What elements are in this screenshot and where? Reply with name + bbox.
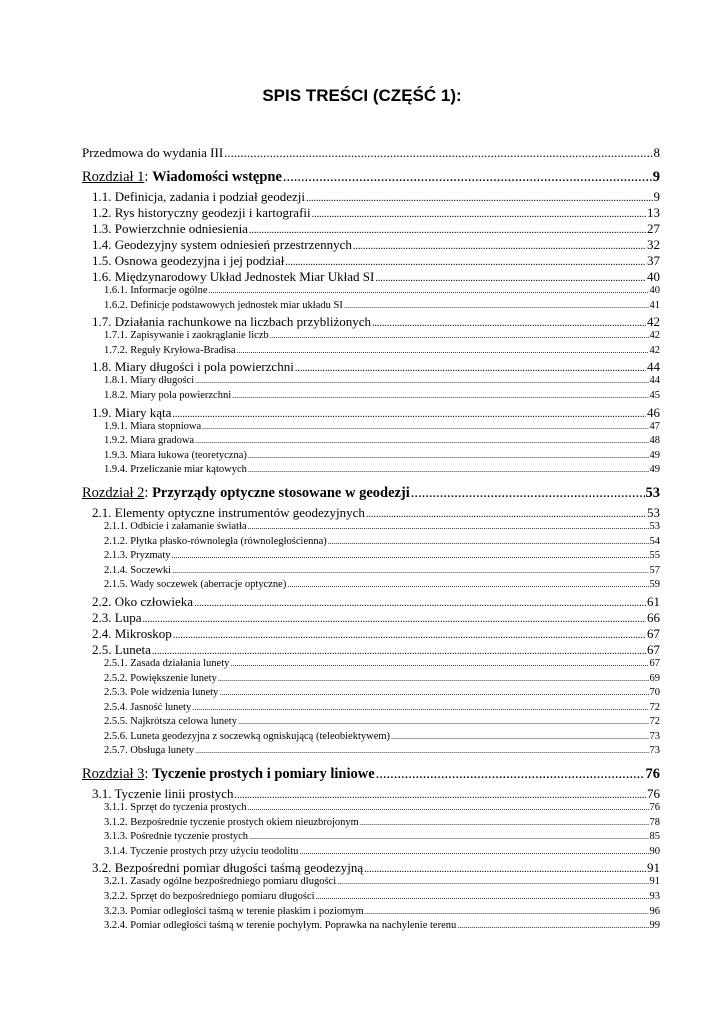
dot-leader	[142, 614, 646, 625]
dot-leader	[209, 286, 649, 295]
toc-chapter-heading	[82, 766, 660, 786]
toc-entry-page: 70	[649, 687, 660, 699]
toc-entry-page: 61	[647, 593, 660, 609]
toc-entry-page: 73	[649, 730, 660, 742]
toc-subsection-entry	[82, 435, 660, 450]
toc-entry-label: 1.7.1. Zapisywanie i zaokrąglanie liczb	[104, 330, 269, 342]
toc-entry-label: 3.2.2. Sprzęt do bezpośredniego pomiaru długości	[104, 891, 315, 903]
dot-leader	[248, 465, 649, 474]
toc-entry-label: 2.1.3. Pryzmaty	[104, 550, 171, 562]
dot-leader	[248, 803, 649, 812]
toc-entry-page: 91	[647, 860, 660, 876]
dot-leader	[249, 832, 648, 841]
toc-entry-page: 53	[647, 504, 660, 520]
toc-entry-label: 2.3. Lupa	[92, 609, 142, 625]
toc-entry-page: 93	[649, 891, 660, 903]
dot-leader	[285, 257, 646, 268]
toc-entry-page: 54	[649, 535, 660, 547]
toc-entry-page: 13	[647, 205, 660, 220]
toc-entry-label: 3.2. Bezpośredni pomiar długości taśmą geodezyjną	[92, 860, 364, 876]
toc-entry-label: 1.9.2. Miara gradowa	[104, 435, 195, 447]
toc-entry-page: 53	[649, 520, 660, 532]
toc-entry-page: 46	[647, 404, 660, 420]
toc-subsection-entry	[82, 579, 660, 594]
toc-entry-label: 2.5.5. Najkrótsza celowa lunety	[104, 716, 237, 728]
toc-subsection-entry	[82, 673, 660, 688]
toc-section-entry	[82, 269, 660, 285]
toc-entry-label: 2.1.5. Wady soczewek (aberracje optyczne)	[104, 579, 287, 591]
toc-entry-label: 2.2. Oko człowieka	[92, 593, 194, 609]
toc-entry-page: 78	[649, 816, 660, 828]
toc-entry-page: 9	[653, 189, 660, 204]
toc-entry-page: 42	[649, 344, 660, 356]
toc-subsection-entry	[82, 745, 660, 760]
toc-entry-page: 41	[649, 299, 660, 311]
chapter-label	[82, 169, 282, 186]
toc-subsection-entry	[82, 876, 660, 891]
dot-leader	[172, 566, 648, 575]
toc-entry-page: 49	[649, 449, 660, 461]
dot-leader	[376, 766, 645, 783]
toc-subsection-entry	[82, 300, 660, 315]
toc-section-entry	[82, 359, 660, 375]
toc-entry-label: 1.6.2. Definicje podstawowych jednostek miar układu SI	[104, 299, 343, 311]
dot-leader	[316, 892, 649, 901]
dot-leader	[360, 818, 649, 827]
chapter-label	[82, 766, 375, 783]
chapter-colon: :	[144, 766, 153, 783]
toc-entry-label: 1.8.1. Miary długości	[104, 375, 195, 387]
toc-entry-page: 32	[647, 237, 660, 252]
dot-leader	[287, 580, 648, 589]
toc-entry-page: 90	[649, 845, 660, 857]
dot-leader	[232, 391, 648, 400]
dot-leader	[192, 703, 648, 712]
toc-entry-page: 40	[649, 285, 660, 296]
toc-entry-label: 1.9.1. Miara stopniowa	[104, 420, 202, 432]
toc-subsection-entry	[82, 345, 660, 360]
toc-entry-page: 91	[649, 876, 660, 888]
toc-subsection-entry	[82, 536, 660, 551]
toc-subsection-entry	[82, 658, 660, 673]
dot-leader	[365, 907, 649, 916]
chapter-label	[82, 485, 410, 502]
toc-section-entry	[82, 626, 660, 642]
toc-subsection-entry	[82, 450, 660, 465]
toc-entry-label: 3.2.3. Pomiar odległości taśmą w terenie płaskim i poziomym	[104, 905, 364, 917]
toc-subsection-entry	[82, 731, 660, 746]
dot-leader	[152, 646, 646, 657]
dot-leader	[328, 537, 649, 546]
toc-subsection-entry	[82, 920, 660, 935]
dot-leader	[312, 209, 646, 220]
chapter-prefix: Rozdział 1	[82, 169, 145, 185]
dot-leader	[218, 674, 649, 683]
toc-entry-page: 42	[647, 314, 660, 330]
chapter-prefix: Rozdział 3	[82, 766, 145, 783]
dot-leader	[364, 864, 646, 875]
toc-entry-page: 85	[649, 831, 660, 843]
toc-entry-page: 55	[649, 550, 660, 562]
toc-entry-label: 3.2.1. Zasady ogólne bezpośredniego pomiaru długości	[104, 876, 337, 888]
dot-leader	[366, 509, 646, 520]
chapter-title: Wiadomości wstępne	[152, 169, 282, 185]
toc-subsection-entry	[82, 421, 660, 436]
toc-entry-label: 1.8. Miary długości i pola powierzchni	[92, 359, 294, 375]
toc-entry-label: 3.1.1. Sprzęt do tyczenia prostych	[104, 802, 247, 814]
dot-leader	[375, 273, 646, 284]
toc-subsection-entry	[82, 550, 660, 565]
dot-leader	[219, 688, 648, 697]
toc-entry-page: 45	[649, 389, 660, 401]
toc-section-entry	[82, 205, 660, 221]
toc-entry-label: 1.4. Geodezyjny system odniesień przestrzennych	[92, 237, 352, 252]
toc-entry-label: 2.4. Mikroskop	[92, 625, 172, 641]
toc-entry-label: 1.6.1. Informacje ogólne	[104, 285, 208, 296]
dot-leader	[238, 717, 649, 726]
dot-leader	[270, 331, 649, 340]
toc-subsection-entry	[82, 521, 660, 536]
toc-entry-label: 3.1.4. Tyczenie prostych przy użyciu teodolitu	[104, 845, 299, 857]
dot-leader	[391, 732, 648, 741]
toc-entry-page: 37	[647, 253, 660, 268]
toc-entry-label: 1.7. Działania rachunkowe na liczbach przybliżonych	[92, 314, 372, 330]
dot-leader	[299, 847, 648, 856]
toc-entry-label: 1.3. Powierzchnie odniesienia	[92, 221, 248, 236]
dot-leader	[411, 485, 645, 502]
toc-entry-label: 3.1.3. Pośrednie tyczenie prostych	[104, 831, 249, 843]
toc-subsection-entry	[82, 802, 660, 817]
dot-leader	[172, 409, 646, 420]
toc-subsection-entry	[82, 285, 660, 300]
toc-entry-page: 48	[649, 435, 660, 447]
toc-subsection-entry	[82, 375, 660, 390]
dot-leader	[248, 451, 649, 460]
toc-entry-label: 1.9. Miary kąta	[92, 404, 172, 420]
toc-entry-label: 1.8.2. Miary pola powierzchni	[104, 389, 232, 401]
dot-leader	[295, 363, 646, 374]
toc-subsection-entry	[82, 687, 660, 702]
toc-entry-page: 99	[649, 920, 660, 932]
toc-section-entry	[82, 642, 660, 658]
chapter-prefix: Rozdział 2	[82, 484, 145, 501]
toc-entry-label: 2.5.2. Powiększenie lunety	[104, 672, 217, 684]
toc-entry-label: 2.5.3. Pole widzenia lunety	[104, 687, 219, 699]
toc-entry-label: 3.1. Tyczenie linii prostych	[92, 786, 234, 802]
toc-entry-page: 72	[649, 701, 660, 713]
table-of-contents	[82, 145, 660, 935]
toc-entry-page: 44	[647, 359, 660, 375]
dot-leader	[344, 301, 649, 310]
toc-entry-page: 47	[649, 420, 660, 432]
toc-subsection-entry	[82, 390, 660, 405]
toc-chapter-heading	[82, 485, 660, 505]
chapters-list	[82, 169, 660, 935]
toc-entry-page: 76	[647, 786, 660, 802]
dot-leader	[306, 193, 653, 204]
toc-entry-label: 1.9.4. Przeliczanie miar kątowych	[104, 464, 247, 476]
toc-section-entry	[82, 786, 660, 802]
toc-entry-page: 44	[649, 375, 660, 387]
toc-section-entry	[82, 237, 660, 253]
toc-entry-label: 2.5.4. Jasność lunety	[104, 701, 192, 713]
toc-subsection-entry	[82, 565, 660, 580]
dot-leader	[457, 921, 648, 930]
chapter-colon: :	[144, 484, 153, 501]
toc-section-entry	[82, 610, 660, 626]
dot-leader	[248, 522, 649, 531]
chapter-page: 9	[652, 169, 660, 185]
page-title: SPIS TREŚCI (CZĘŚĆ 1):	[262, 86, 462, 105]
toc-subsection-entry	[82, 702, 660, 717]
toc-entry-page: 66	[647, 609, 660, 625]
toc-subsection-entry	[82, 817, 660, 832]
toc-entry-page: 73	[649, 745, 660, 757]
toc-entry-page: 72	[649, 716, 660, 728]
dot-leader	[372, 318, 646, 329]
toc-entry-label: 2.1. Elementy optyczne instrumentów geodezyjnych	[92, 504, 365, 520]
toc-entry-label: 1.7.2. Reguły Kryłowa-Bradisa	[104, 344, 236, 356]
toc-entry-label: 2.1.1. Odbicie i załamanie światła	[104, 520, 247, 532]
toc-section-entry	[82, 189, 660, 205]
toc-subsection-entry	[82, 846, 660, 861]
dot-leader	[353, 241, 646, 252]
chapter-title: Przyrządy optyczne stosowane w geodezji	[152, 484, 410, 501]
chapter-page: 76	[645, 766, 660, 783]
toc-entry-label: 3.2.4. Pomiar odległości taśmą w terenie pochyłym. Poprawka na nachylenie terenu	[104, 920, 457, 932]
dot-leader	[237, 346, 649, 355]
toc-section-entry	[82, 405, 660, 421]
toc-entry-page: 57	[649, 564, 660, 576]
toc-entry-preface	[82, 145, 660, 163]
chapter-colon: :	[144, 169, 153, 185]
toc-subsection-entry	[82, 330, 660, 345]
toc-entry-page: 69	[649, 672, 660, 684]
toc-entry-page: 59	[649, 579, 660, 591]
toc-entry-label: 2.5. Luneta	[92, 641, 151, 657]
toc-subsection-entry	[82, 906, 660, 921]
toc-section-entry	[82, 314, 660, 330]
toc-section-entry	[82, 594, 660, 610]
toc-entry-page: 67	[649, 657, 660, 669]
toc-section-entry	[82, 860, 660, 876]
toc-chapter-heading	[82, 169, 660, 189]
dot-leader	[195, 376, 648, 385]
toc-section-entry	[82, 253, 660, 269]
toc-entry-page: 49	[649, 464, 660, 476]
dot-leader	[195, 746, 648, 755]
toc-entry-label: 1.2. Rys historyczny geodezji i kartografii	[92, 205, 311, 220]
toc-entry-page: 67	[647, 625, 660, 641]
dot-leader	[337, 877, 648, 886]
dot-leader	[194, 598, 646, 609]
dot-leader	[202, 422, 648, 431]
toc-entry-page: 40	[647, 269, 660, 284]
dot-leader	[173, 630, 646, 641]
toc-entry-label: 2.5.6. Luneta geodezyjna z soczewką ogniskującą (teleobiektywem)	[104, 730, 391, 742]
toc-entry-label: 2.1.4. Soczewki	[104, 564, 172, 576]
dot-leader	[234, 790, 646, 801]
toc-entry-label: 1.9.3. Miara łukowa (teoretyczna)	[104, 449, 247, 461]
toc-section-entry	[82, 221, 660, 237]
chapter-page: 53	[645, 484, 660, 501]
toc-entry-label: 2.5.1. Zasada działania lunety	[104, 657, 230, 669]
toc-subsection-entry	[82, 716, 660, 731]
toc-subsection-entry	[82, 831, 660, 846]
toc-entry-label: 2.5.7. Obsługa lunety	[104, 745, 195, 757]
dot-leader	[224, 145, 652, 161]
dot-leader	[230, 659, 648, 668]
toc-entry-page: 8	[653, 145, 660, 160]
toc-subsection-entry	[82, 464, 660, 479]
dot-leader	[249, 225, 646, 236]
toc-entry-label: Przedmowa do wydania III	[82, 145, 224, 160]
toc-entry-label: 3.1.2. Bezpośrednie tyczenie prostych okiem nieuzbrojonym	[104, 816, 359, 828]
toc-entry-page: 27	[647, 221, 660, 236]
toc-entry-label: 1.6. Międzynarodowy Układ Jednostek Miar Układ SI	[92, 269, 375, 284]
toc-entry-label: 2.1.2. Płytka płasko-równoległa (równoległościenna)	[104, 535, 327, 547]
toc-subsection-entry	[82, 891, 660, 906]
toc-entry-label: 1.1. Definicja, zadania i podział geodezji	[92, 189, 305, 204]
toc-entry-page: 42	[649, 330, 660, 342]
dot-leader	[172, 551, 649, 560]
toc-entry-page: 67	[647, 641, 660, 657]
toc-entry-page: 76	[649, 802, 660, 814]
chapter-title: Tyczenie prostych i pomiary liniowe	[152, 766, 375, 783]
toc-entry-label: 1.5. Osnowa geodezyjna i jej podział	[92, 253, 285, 268]
toc-section-entry	[82, 505, 660, 521]
dot-leader	[195, 436, 648, 445]
toc-entry-page: 96	[649, 905, 660, 917]
dot-leader	[283, 169, 652, 186]
